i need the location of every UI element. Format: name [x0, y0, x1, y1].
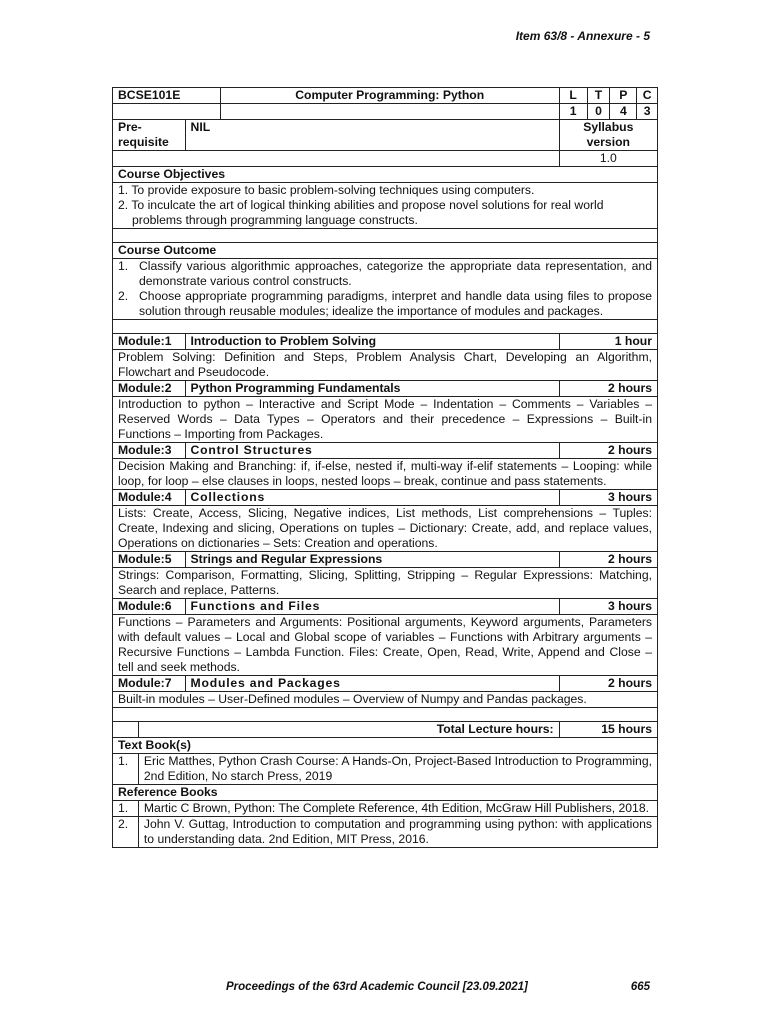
objectives-heading: Course Objectives — [113, 167, 658, 183]
textbook-text: Eric Matthes, Python Crash Course: A Hands-On, Project-Based Introduction to Programming, 2nd Edition, No starch Press, 2019 — [138, 754, 657, 785]
module-hours: 1 hour — [559, 334, 657, 350]
module-content: Strings: Comparison, Formatting, Slicing, Splitting, Stripping – Regular Expressions: Matching, Search and replace, Patterns. — [113, 568, 658, 599]
outcome-num: 2. — [118, 289, 129, 303]
ltpc-label-t: T — [587, 88, 610, 104]
module-label: Module:3 — [113, 443, 186, 459]
outcome-text: Classify various algorithmic approaches, categorize the appropriate data representation, and demonstrate various control constructs. — [139, 259, 652, 288]
module-content: Introduction to python – Interactive and Script Mode – Indentation – Comments – Variables – Reserved Words – Data Types – Operators and their precedence – Expressions – Built-in Functions – Importing from Packages. — [113, 397, 658, 443]
textbook-num: 1. — [113, 754, 139, 785]
ltpc-value-t: 0 — [587, 104, 610, 120]
module-title: Introduction to Problem Solving — [185, 334, 559, 350]
spacer-row — [113, 229, 658, 243]
textbooks-heading: Text Book(s) — [113, 738, 658, 754]
module-label: Module:6 — [113, 599, 186, 615]
footer — [226, 981, 650, 993]
ltpc-label-p: P — [610, 88, 637, 104]
course-code: BCSE101E — [113, 88, 221, 104]
ltpc-value-p: 4 — [610, 104, 637, 120]
module-label: Module:2 — [113, 381, 186, 397]
references-heading: Reference Books — [113, 785, 658, 801]
spacer-row — [113, 320, 658, 334]
module-title: Strings and Regular Expressions — [185, 552, 559, 568]
outcomes-heading: Course Outcome — [113, 243, 658, 259]
module-title: Modules and Packages — [185, 676, 559, 692]
outcome-item — [118, 289, 652, 319]
module-content: Built-in modules – User-Defined modules – Overview of Numpy and Pandas packages. — [113, 692, 658, 708]
course-title: Computer Programming: Python — [220, 88, 559, 104]
prereq-value: NIL — [185, 120, 559, 151]
module-hours: 3 hours — [559, 599, 657, 615]
ltpc-value-l: 1 — [559, 104, 587, 120]
module-label: Module:1 — [113, 334, 186, 350]
spacer-row — [113, 708, 658, 722]
module-hours: 3 hours — [559, 490, 657, 506]
module-title: Functions and Files — [185, 599, 559, 615]
reference-num: 2. — [113, 817, 139, 848]
syllabus-version-label: Syllabus version — [559, 120, 657, 151]
blank-cell — [113, 104, 221, 120]
outcomes-body — [113, 259, 658, 320]
prereq-label: Pre-requisite — [113, 120, 186, 151]
module-hours: 2 hours — [559, 381, 657, 397]
ltpc-label-l: L — [559, 88, 587, 104]
total-label: Total Lecture hours: — [138, 722, 559, 738]
ltpc-label-c: C — [637, 88, 658, 104]
module-content: Functions – Parameters and Arguments: Positional arguments, Keyword arguments, Parameters with default values – Local and Global scope of variables – Functions with Arbitrary arguments – Recursive Functions – Lambda Function. Files: Create, Open, Read, Write, Append and Close – tell and seek methods. — [113, 615, 658, 676]
objective-item: 2. To inculcate the art of logical thinking abilities and propose novel solutions for real world — [118, 198, 604, 212]
objective-item: 1. To provide exposure to basic problem-solving techniques using computers. — [118, 183, 535, 197]
objective-item: problems through programming language constructs. — [132, 213, 418, 227]
module-title: Collections — [185, 490, 559, 506]
ltpc-value-c: 3 — [637, 104, 658, 120]
syllabus-version-value: 1.0 — [559, 151, 657, 167]
header-note: Item 63/8 - Annexure - 5 — [515, 29, 650, 43]
footer-text: Proceedings of the 63rd Academic Council [23.09.2021] — [226, 981, 528, 993]
syllabus-table — [112, 87, 658, 848]
module-label: Module:5 — [113, 552, 186, 568]
outcome-text: Choose appropriate programming paradigms, interpret and handle data using files to propose solution through reusable modules; idealize the importance of modules and packages. — [139, 289, 652, 318]
module-hours: 2 hours — [559, 552, 657, 568]
total-value: 15 hours — [559, 722, 657, 738]
module-hours: 2 hours — [559, 676, 657, 692]
module-title: Control Structures — [185, 443, 559, 459]
module-content: Lists: Create, Access, Slicing, Negative indices, List methods, List comprehensions – Tuples: Create, Indexing and slicing, Operations on tuples – Dictionary: Create, add, and replace values, Operations on dictionaries – Sets: Creation and operations. — [113, 506, 658, 552]
reference-text: John V. Guttag, Introduction to computation and programming using python: with applications to understanding data. 2nd Edition, MIT Press, 2016. — [138, 817, 657, 848]
module-hours: 2 hours — [559, 443, 657, 459]
blank-cell — [113, 722, 139, 738]
blank-cell — [113, 151, 560, 167]
outcome-item — [118, 259, 652, 289]
objectives-body — [113, 183, 658, 229]
reference-num: 1. — [113, 801, 139, 817]
module-content: Problem Solving: Definition and Steps, Problem Analysis Chart, Developing an Algorithm, Flowchart and Pseudocode. — [113, 350, 658, 381]
module-label: Module:4 — [113, 490, 186, 506]
module-title: Python Programming Fundamentals — [185, 381, 559, 397]
outcome-num: 1. — [118, 259, 129, 273]
blank-cell — [220, 104, 559, 120]
module-content: Decision Making and Branching: if, if-else, nested if, multi-way if-elif statements – Looping: while loop, for loop – else clauses in loops, nested loops – break, continue and pass statements. — [113, 459, 658, 490]
reference-text: Martic C Brown, Python: The Complete Reference, 4th Edition, McGraw Hill Publishers, 2018. — [138, 801, 657, 817]
module-label: Module:7 — [113, 676, 186, 692]
page-number: 665 — [630, 981, 650, 993]
